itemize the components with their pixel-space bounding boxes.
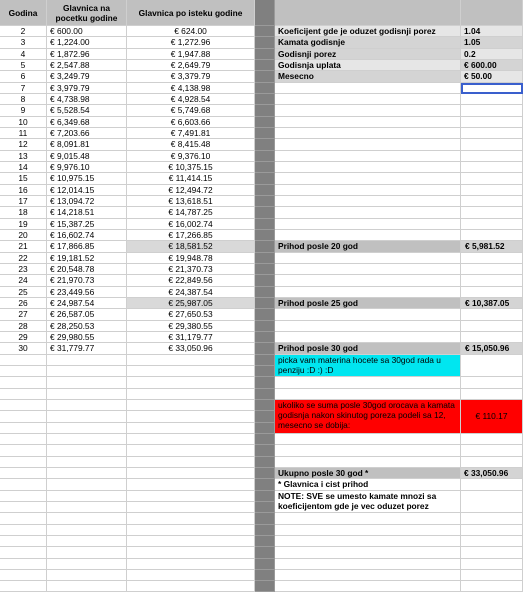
separator-column-cell[interactable] [255,502,275,513]
table-row-godina[interactable]: 25 [0,287,47,298]
table-row-godina[interactable]: 4 [0,49,47,60]
table-row-istek[interactable]: € 31,179.77 [127,332,255,343]
ukupno-label[interactable]: Ukupno posle 30 god * [275,468,461,479]
separator-column-cell[interactable] [255,434,275,445]
table-row-istek[interactable]: € 6,603.66 [127,117,255,128]
table-row-istek[interactable]: € 22,849.56 [127,275,255,286]
empty-cell[interactable] [461,491,523,514]
empty-cell[interactable] [127,366,255,377]
table-row-istek[interactable]: € 14,787.25 [127,207,255,218]
separator-column-cell[interactable] [255,26,275,37]
empty-cell[interactable] [461,275,523,286]
table-row-istek[interactable]: € 5,749.68 [127,105,255,116]
table-row-istek[interactable]: € 10,375.15 [127,162,255,173]
empty-cell[interactable] [0,377,47,388]
empty-cell[interactable] [461,570,523,581]
table-row-pocetak[interactable]: € 24,987.54 [47,298,127,309]
table-row-istek[interactable]: € 4,138.98 [127,83,255,94]
empty-cell[interactable] [275,434,461,445]
table-row-pocetak[interactable]: € 17,866.85 [47,241,127,252]
separator-column-cell[interactable] [255,343,275,354]
empty-cell[interactable] [47,355,127,366]
table-row-istek[interactable]: € 27,650.53 [127,309,255,320]
table-row-pocetak[interactable]: € 10,975.15 [47,173,127,184]
separator-column-cell[interactable] [255,366,275,377]
empty-cell[interactable] [47,513,127,524]
table-row-istek[interactable]: € 2,649.79 [127,60,255,71]
empty-cell[interactable] [0,468,47,479]
separator-column-cell[interactable] [255,117,275,128]
empty-cell[interactable] [461,525,523,536]
empty-cell[interactable] [0,411,47,422]
empty-cell[interactable] [461,377,523,388]
table-row-istek[interactable]: € 24,387.54 [127,287,255,298]
empty-cell[interactable] [47,468,127,479]
empty-cell[interactable] [47,559,127,570]
empty-cell[interactable] [275,389,461,400]
header-godina[interactable]: Godina [0,0,47,26]
empty-cell[interactable] [275,525,461,536]
empty-cell[interactable] [461,207,523,218]
table-row-pocetak[interactable]: € 26,587.05 [47,309,127,320]
table-row-pocetak[interactable]: € 20,548.78 [47,264,127,275]
empty-cell[interactable] [47,581,127,592]
empty-cell[interactable] [275,117,461,128]
empty-cell[interactable] [0,513,47,524]
separator-column-cell[interactable] [255,83,275,94]
param-value[interactable]: € 50.00 [461,71,523,82]
table-row-godina[interactable]: 2 [0,26,47,37]
empty-cell[interactable] [275,185,461,196]
empty-cell[interactable] [0,491,47,502]
table-row-istek[interactable]: € 3,379.79 [127,71,255,82]
table-row-pocetak[interactable]: € 2,547.88 [47,60,127,71]
table-row-pocetak[interactable]: € 29,980.55 [47,332,127,343]
table-row-pocetak[interactable]: € 19,181.52 [47,253,127,264]
separator-column-cell[interactable] [255,49,275,60]
table-row-istek[interactable]: € 7,491.81 [127,128,255,139]
empty-cell[interactable] [0,445,47,456]
table-row-istek[interactable]: € 12,494.72 [127,185,255,196]
empty-cell[interactable] [127,525,255,536]
empty-cell[interactable] [127,479,255,490]
param-value[interactable]: 1.04 [461,26,523,37]
separator-column-cell[interactable] [255,457,275,468]
table-row-istek[interactable]: € 13,618.51 [127,196,255,207]
empty-cell[interactable] [127,513,255,524]
separator-column-cell[interactable] [255,207,275,218]
table-row-istek[interactable]: € 19,948.78 [127,253,255,264]
table-row-istek[interactable]: € 1,947.88 [127,49,255,60]
table-row-godina[interactable]: 6 [0,71,47,82]
table-row-istek[interactable]: € 8,415.48 [127,139,255,150]
separator-column-cell[interactable] [255,275,275,286]
empty-cell[interactable] [47,457,127,468]
table-row-pocetak[interactable]: € 31,779.77 [47,343,127,354]
separator-column-cell[interactable] [255,445,275,456]
empty-cell[interactable] [0,581,47,592]
table-row-godina[interactable]: 17 [0,196,47,207]
table-row-pocetak[interactable]: € 5,528.54 [47,105,127,116]
table-row-pocetak[interactable]: € 3,249.79 [47,71,127,82]
table-row-godina[interactable]: 11 [0,128,47,139]
empty-cell[interactable] [127,502,255,513]
empty-cell[interactable] [0,536,47,547]
table-row-godina[interactable]: 8 [0,94,47,105]
table-row-godina[interactable]: 5 [0,60,47,71]
empty-cell[interactable] [275,457,461,468]
empty-cell[interactable] [127,445,255,456]
table-row-pocetak[interactable]: € 21,970.73 [47,275,127,286]
empty-cell[interactable] [275,105,461,116]
separator-column-cell[interactable] [255,105,275,116]
separator-column-cell[interactable] [255,94,275,105]
table-row-pocetak[interactable]: € 7,203.66 [47,128,127,139]
separator-column-cell[interactable] [255,60,275,71]
separator-column-cell[interactable] [255,377,275,388]
table-row-pocetak[interactable]: € 9,976.10 [47,162,127,173]
table-row-istek[interactable]: € 624.00 [127,26,255,37]
empty-cell[interactable] [47,570,127,581]
separator-column-cell[interactable] [255,253,275,264]
table-row-godina[interactable]: 15 [0,173,47,184]
note-penzija[interactable]: picka vam materina hocete sa 30god rada u penziju :D :) :D [275,355,461,378]
separator-column-cell[interactable] [255,581,275,592]
empty-cell[interactable] [127,547,255,558]
separator-column-cell[interactable] [255,491,275,502]
empty-cell[interactable] [275,173,461,184]
empty-cell[interactable] [0,559,47,570]
param-label[interactable]: Godisnji porez [275,49,461,60]
table-row-godina[interactable]: 23 [0,264,47,275]
header-glavnica-istek[interactable]: Glavnica po isteku godine [127,0,255,26]
empty-cell[interactable] [461,479,523,490]
result-value-prihod_20[interactable]: € 5,981.52 [461,241,523,252]
empty-cell[interactable] [275,445,461,456]
empty-cell[interactable] [275,513,461,524]
empty-cell[interactable] [0,479,47,490]
empty-cell[interactable] [275,253,461,264]
empty-cell[interactable] [461,151,523,162]
table-row-istek[interactable]: € 21,370.73 [127,264,255,275]
separator-column-cell[interactable] [255,139,275,150]
result-label-prihod_25[interactable]: Prihod posle 25 god [275,298,461,309]
empty-cell[interactable] [275,332,461,343]
table-row-pocetak[interactable]: € 12,014.15 [47,185,127,196]
empty-cell[interactable] [461,128,523,139]
empty-cell[interactable] [127,355,255,366]
separator-column-cell[interactable] [255,423,275,434]
separator-column-cell[interactable] [255,264,275,275]
empty-cell[interactable] [461,547,523,558]
result-value-prihod_30[interactable]: € 15,050.96 [461,343,523,354]
separator-column-cell[interactable] [255,196,275,207]
table-row-pocetak[interactable]: € 14,218.51 [47,207,127,218]
empty-cell[interactable] [47,377,127,388]
empty-cell[interactable] [0,570,47,581]
table-row-godina[interactable]: 3 [0,37,47,48]
table-row-godina[interactable]: 12 [0,139,47,150]
table-row-godina[interactable]: 10 [0,117,47,128]
header-blank[interactable] [275,0,461,26]
empty-cell[interactable] [47,445,127,456]
empty-cell[interactable] [461,219,523,230]
empty-cell[interactable] [127,423,255,434]
empty-cell[interactable] [275,196,461,207]
empty-cell[interactable] [275,219,461,230]
result-label-prihod_20[interactable]: Prihod posle 20 god [275,241,461,252]
empty-cell[interactable] [127,411,255,422]
table-row-pocetak[interactable]: € 1,872.96 [47,49,127,60]
separator-column-cell[interactable] [255,309,275,320]
table-row-pocetak[interactable]: € 8,091.81 [47,139,127,150]
table-row-pocetak[interactable]: € 4,738.98 [47,94,127,105]
param-label[interactable]: Mesecno [275,71,461,82]
empty-cell[interactable] [47,547,127,558]
note-koeficijent[interactable]: NOTE: SVE se umesto kamate mnozi sa koeficijentom gde je vec oduzet porez [275,491,461,514]
empty-cell[interactable] [47,411,127,422]
empty-cell[interactable] [47,536,127,547]
empty-cell[interactable] [275,547,461,558]
table-row-godina[interactable]: 30 [0,343,47,354]
empty-cell[interactable] [0,547,47,558]
table-row-godina[interactable]: 20 [0,230,47,241]
table-row-istek[interactable]: € 18,581.52 [127,241,255,252]
empty-cell[interactable] [275,287,461,298]
empty-cell[interactable] [461,355,523,378]
table-row-pocetak[interactable]: € 23,449.56 [47,287,127,298]
table-row-istek[interactable]: € 11,414.15 [127,173,255,184]
empty-cell[interactable] [275,536,461,547]
empty-cell[interactable] [461,162,523,173]
table-row-godina[interactable]: 29 [0,332,47,343]
table-row-istek[interactable]: € 9,376.10 [127,151,255,162]
note-mesecno-value[interactable]: € 110.17 [461,400,523,434]
param-label[interactable]: Koeficijent gde je oduzet godisnji porez [275,26,461,37]
table-row-godina[interactable]: 19 [0,219,47,230]
footnote[interactable]: * Glavnica i cist prihod [275,479,461,490]
param-value[interactable]: € 600.00 [461,60,523,71]
separator-column-cell[interactable] [255,525,275,536]
separator-column-cell[interactable] [255,536,275,547]
param-label[interactable]: Kamata godisnje [275,37,461,48]
separator-column-cell[interactable] [255,389,275,400]
table-row-godina[interactable]: 22 [0,253,47,264]
empty-cell[interactable] [0,366,47,377]
empty-cell[interactable] [127,559,255,570]
empty-cell[interactable] [275,264,461,275]
empty-cell[interactable] [461,457,523,468]
empty-cell[interactable] [461,230,523,241]
table-row-godina[interactable]: 9 [0,105,47,116]
table-row-godina[interactable]: 21 [0,241,47,252]
separator-column-cell[interactable] [255,479,275,490]
table-row-godina[interactable]: 24 [0,275,47,286]
table-row-istek[interactable]: € 16,002.74 [127,219,255,230]
empty-cell[interactable] [461,196,523,207]
separator-column-cell[interactable] [255,173,275,184]
empty-cell[interactable] [127,377,255,388]
table-row-godina[interactable]: 16 [0,185,47,196]
empty-cell[interactable] [461,332,523,343]
empty-cell[interactable] [275,151,461,162]
separator-column-cell[interactable] [255,241,275,252]
selected-cell[interactable] [461,83,523,94]
empty-cell[interactable] [127,434,255,445]
empty-cell[interactable] [0,423,47,434]
empty-cell[interactable] [0,355,47,366]
separator-column-cell[interactable] [255,547,275,558]
separator-column-cell[interactable] [255,230,275,241]
empty-cell[interactable] [127,457,255,468]
empty-cell[interactable] [461,139,523,150]
separator-column-cell[interactable] [255,0,275,26]
empty-cell[interactable] [461,434,523,445]
param-label[interactable]: Godisnja uplata [275,60,461,71]
empty-cell[interactable] [275,230,461,241]
empty-cell[interactable] [127,491,255,502]
table-row-istek[interactable]: € 17,266.85 [127,230,255,241]
table-row-pocetak[interactable]: € 6,349.68 [47,117,127,128]
empty-cell[interactable] [127,389,255,400]
table-row-godina[interactable]: 7 [0,83,47,94]
table-row-godina[interactable]: 28 [0,321,47,332]
table-row-istek[interactable]: € 33,050.96 [127,343,255,354]
empty-cell[interactable] [461,94,523,105]
empty-cell[interactable] [461,105,523,116]
empty-cell[interactable] [47,389,127,400]
table-row-istek[interactable]: € 29,380.55 [127,321,255,332]
empty-cell[interactable] [461,321,523,332]
empty-cell[interactable] [47,400,127,411]
empty-cell[interactable] [47,491,127,502]
empty-cell[interactable] [275,83,461,94]
empty-cell[interactable] [127,581,255,592]
table-row-istek[interactable]: € 4,928.54 [127,94,255,105]
param-value[interactable]: 1.05 [461,37,523,48]
table-row-godina[interactable]: 27 [0,309,47,320]
table-row-godina[interactable]: 26 [0,298,47,309]
empty-cell[interactable] [275,94,461,105]
empty-cell[interactable] [461,581,523,592]
empty-cell[interactable] [461,513,523,524]
empty-cell[interactable] [275,559,461,570]
table-row-pocetak[interactable]: € 16,602.74 [47,230,127,241]
separator-column-cell[interactable] [255,298,275,309]
separator-column-cell[interactable] [255,559,275,570]
empty-cell[interactable] [47,479,127,490]
separator-column-cell[interactable] [255,219,275,230]
separator-column-cell[interactable] [255,71,275,82]
table-row-pocetak[interactable]: € 28,250.53 [47,321,127,332]
empty-cell[interactable] [275,275,461,286]
empty-cell[interactable] [0,434,47,445]
empty-cell[interactable] [47,423,127,434]
empty-cell[interactable] [275,207,461,218]
table-row-pocetak[interactable]: € 9,015.48 [47,151,127,162]
empty-cell[interactable] [461,559,523,570]
empty-cell[interactable] [461,117,523,128]
empty-cell[interactable] [127,468,255,479]
separator-column-cell[interactable] [255,287,275,298]
separator-column-cell[interactable] [255,468,275,479]
separator-column-cell[interactable] [255,162,275,173]
param-value[interactable]: 0.2 [461,49,523,60]
empty-cell[interactable] [275,570,461,581]
empty-cell[interactable] [47,434,127,445]
table-row-pocetak[interactable]: € 3,979.79 [47,83,127,94]
empty-cell[interactable] [461,185,523,196]
separator-column-cell[interactable] [255,128,275,139]
table-row-pocetak[interactable]: € 13,094.72 [47,196,127,207]
empty-cell[interactable] [275,162,461,173]
table-row-godina[interactable]: 13 [0,151,47,162]
header-blank[interactable] [461,0,523,26]
empty-cell[interactable] [0,457,47,468]
result-value-prihod_25[interactable]: € 10,387.05 [461,298,523,309]
empty-cell[interactable] [0,389,47,400]
separator-column-cell[interactable] [255,411,275,422]
empty-cell[interactable] [461,253,523,264]
separator-column-cell[interactable] [255,400,275,411]
empty-cell[interactable] [275,581,461,592]
empty-cell[interactable] [275,128,461,139]
empty-cell[interactable] [275,309,461,320]
empty-cell[interactable] [461,173,523,184]
empty-cell[interactable] [47,366,127,377]
note-mesecno[interactable]: ukoliko se suma posle 30god orocava a kamata godisnja nakon skinutog poreza podeli sa 12, mesecno se dobija: [275,400,461,434]
empty-cell[interactable] [127,536,255,547]
header-glavnica-pocetak[interactable]: Glavnica na pocetku godine [47,0,127,26]
table-row-pocetak[interactable]: € 600.00 [47,26,127,37]
empty-cell[interactable] [127,570,255,581]
separator-column-cell[interactable] [255,355,275,366]
separator-column-cell[interactable] [255,37,275,48]
empty-cell[interactable] [275,139,461,150]
empty-cell[interactable] [275,377,461,388]
table-row-godina[interactable]: 14 [0,162,47,173]
empty-cell[interactable] [0,525,47,536]
empty-cell[interactable] [461,264,523,275]
empty-cell[interactable] [127,400,255,411]
empty-cell[interactable] [275,321,461,332]
empty-cell[interactable] [461,309,523,320]
empty-cell[interactable] [47,502,127,513]
separator-column-cell[interactable] [255,570,275,581]
table-row-istek[interactable]: € 25,987.05 [127,298,255,309]
empty-cell[interactable] [47,525,127,536]
empty-cell[interactable] [0,502,47,513]
separator-column-cell[interactable] [255,332,275,343]
empty-cell[interactable] [0,400,47,411]
separator-column-cell[interactable] [255,185,275,196]
empty-cell[interactable] [461,445,523,456]
separator-column-cell[interactable] [255,151,275,162]
table-row-pocetak[interactable]: € 1,224.00 [47,37,127,48]
table-row-istek[interactable]: € 1,272.96 [127,37,255,48]
empty-cell[interactable] [461,389,523,400]
table-row-pocetak[interactable]: € 15,387.25 [47,219,127,230]
ukupno-value[interactable]: € 33,050.96 [461,468,523,479]
empty-cell[interactable] [461,536,523,547]
table-row-godina[interactable]: 18 [0,207,47,218]
separator-column-cell[interactable] [255,513,275,524]
separator-column-cell[interactable] [255,321,275,332]
empty-cell[interactable] [461,287,523,298]
result-label-prihod_30[interactable]: Prihod posle 30 god [275,343,461,354]
